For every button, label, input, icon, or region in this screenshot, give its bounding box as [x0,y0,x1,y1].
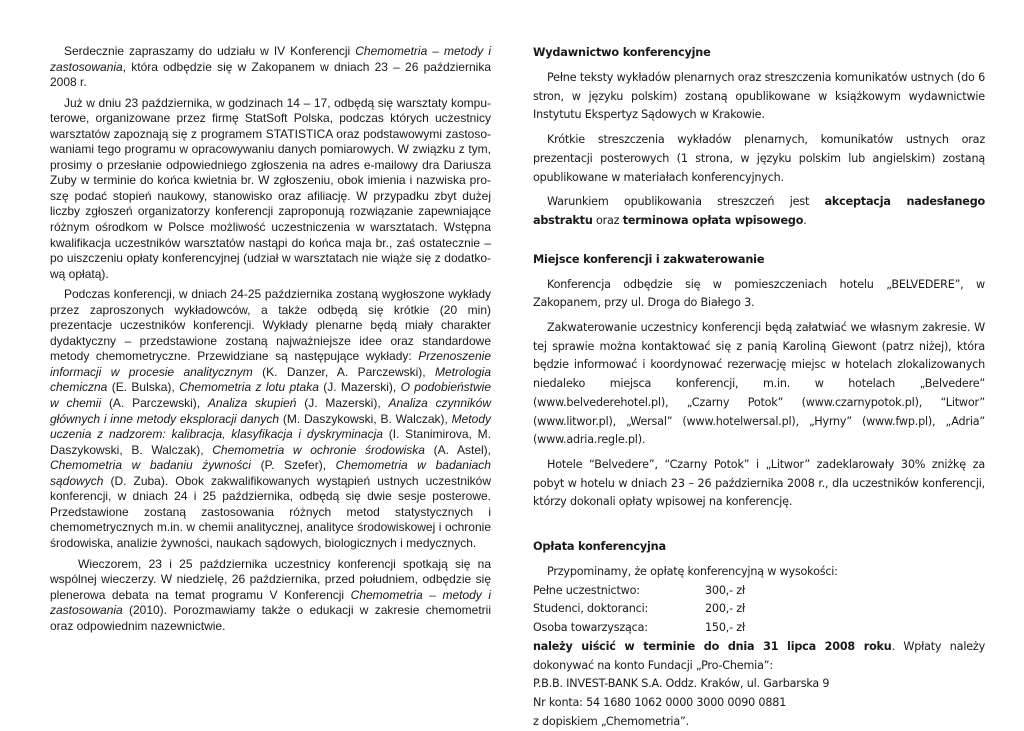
text-run: Krótkie streszczenia wykładów plenarnych, komunikatów ustnych oraz prezentacji posterowych (1 strona, w języku polskim lub angielskim) zostaną opublikowane w materiałach konferencyjnych. [533,133,985,184]
italic-text: Analiza czynników głównych i inne metody eksploracji danych [50,396,491,426]
fee-label: Studenci, doktoranci: [533,602,649,616]
text-run: Konferencja odbędzie się w pomieszczeniach hotelu „BELVEDERE”, w Zakopanem, przy ul. Droga do Białego 3. [533,277,985,310]
fee-value: 150,- zł [705,621,745,635]
text-run: Hotele “Belvedere”, “Czarny Potok” i „Litwor” zadeklarowały 30% zniżkę za pobyt w hotelu w dniach 23 – 26 października 2008 r., dla uczestników konferencji, którzy dokonali opłaty wpisowej na konferencję. [533,457,985,509]
italic-text: Chemometria – metody i zastosowania [50,44,491,74]
fee-label: Pełne uczestnictwo: [533,583,640,597]
text-run: (P. Szefer), [250,458,336,473]
paragraph-discount [533,456,985,512]
paragraph-invitation [50,44,491,91]
italic-text: Metrologia chemiczna [50,364,492,395]
text-run: , która odbędzie się w Zakopanem w dniach 23 – 26 października 2008 r. [50,59,491,90]
bank-note: z dopiskiem „Chemometria”. [533,714,689,728]
text-run: (2010). Porozmawiamy także o edukacji w zakresie chemometrii oraz odpowiednim nazewnictwie. [50,603,491,633]
text-run: (K. Danzer, A. Parczewski), [252,364,435,379]
paragraph-publications-condition [533,193,985,230]
text-run: . Wpłaty należy dokonywać na konto Fundacji „Pro-Chemia”: [533,639,985,672]
text-run: Serdecznie zapraszamy do udziału w IV Konferencji [64,44,356,58]
text-run: Zakwaterowanie uczestnicy konferencji będą załatwiać we własnym zakresie. W tej sprawie można kontaktować się z panią Karoliną Giewont (patrz niżej), która będzie informować i koordynować rezerwację miejsc w hotelach zlokalizowanych niedaleko miejsca konferencji, m.in. w hotelach „Belvedere” (www.belvederehotel.pl), „Czarny Potok” (www.czarnypotok.pl), “Litwor” (www.litwor.pl), „Wersal” (www.hotelwersal.pl), „Hyrny” (www.fwp.pl), „Adria” (www.adria.regle.pl). [533,321,985,447]
paragraph-publications-full [533,69,985,125]
italic-text: Chemometria w ochronie środowiska [212,442,425,457]
text-run: (A. Parczewski), [101,396,208,411]
fee-label: Osoba towarzysząca: [533,621,648,635]
text-run: (I. Stanimirova, M. Daszykowski, B. Walczak), [50,427,492,457]
fee-row [533,600,985,619]
text-run: (A. Astel), [424,442,491,457]
text-run: (J. Mazerski), [318,380,401,395]
bold-text: terminowa opłata wpisowego [622,213,804,227]
italic-text: Metody uczenia z nadzorem: kalibracja, klasyfikacja i dyskryminacja [50,411,491,442]
fee-row [533,619,985,638]
text-run: (E. Bulska), [107,380,180,395]
paragraph-venue-hotel [533,276,985,313]
text-run: . [803,213,807,227]
fee-list [533,582,985,638]
bank-account: Nr konta: 54 1680 1062 0000 3000 0090 0881 [533,695,787,709]
paragraph-fee-intro: Przypominamy, że opłatę konferencyjną w wysokości: [547,565,838,579]
text-run: Warunkiem opublikowania streszczeń jest [547,195,825,209]
paragraph-accommodation [533,319,985,450]
text-run: Podczas konferencji, w dniach 24-25 października zostaną wygłoszone wykłady przez zaproszonych wykładowców, a także odbędą się krótkie (20 min) prezentacje uczestników konferencji. Wykłady plenarne będą miały charakter dydaktyczny – przedstawione zostaną najważniejsze idee oraz standardowe metody chemometryczne. Przewidziane są następujące wykłady: [50,287,491,364]
paragraph-lectures [50,287,491,551]
italic-text: O podobieństwie w chemii [50,380,491,411]
text-run: Wieczorem, 23 i 25 października uczestnicy konferencji spotkają się na wspólnej wieczerzy. W niedzielę, 26 października, przed południem, odbędzie się plenerowa debata na temat programu V Konferencji [50,556,491,602]
text-run: oraz [592,213,623,227]
italic-text: Chemometria – metody i zastosowania [50,587,492,618]
right-column [533,44,985,731]
fee-value: 200,- zł [705,602,745,616]
paragraph-publications-abstracts [533,131,985,187]
paragraph-workshops [50,96,491,283]
paragraph-fee-deadline [533,638,985,675]
bank-name: P.B.B. INVEST-BANK S.A. Oddz. Kraków, ul. Garbarska 9 [533,677,830,691]
bold-text: akceptacja nadesłanego abstraktu [533,195,985,227]
italic-text: Chemometria z lotu ptaka [179,380,319,395]
heading-venue: Miejsce konferencji i zakwaterowanie [533,252,765,266]
left-column [50,44,491,639]
italic-text: Przenoszenie informacji w procesie analitycznym [50,349,491,379]
text-run: Już w dniu 23 października, w godzinach 14 – 17, odbędą się warsztaty komputerowe, organizowane przez firmę StatSoft Polska, podczas których uczestnicy warsztatów zapoznają się z programem STATISTICA oraz podstawowymi zastosowaniami tego programu w opracowywaniu danych pomiarowych. W związku z tym, prosimy o przesłanie odpowiedniego zgłoszenia na adres e-mailowy dra Dariusza Zuby w terminie do końca kwietnia br. W zgłoszeniu, obok imienia i nazwiska proszę podać stopień naukowy, stanowisko oraz afiliację. W przypadku zbyt dużej liczby zgłoszeń organizatorzy konferencji zaproponują rozwiązanie zapewniające różnym ośrodkom w Polsce możliwość uczestniczenia w warsztatach. Wstępna kwalifikacja uczestników warsztatów nastąpi do końca maja br., zaś ostatecznie – po uiszczeniu opłaty konferencyjnej (udział w warsztatach nie wiąże się z dodatkową opłatą). [50,95,491,281]
text-run: Pełne teksty wykładów plenarnych oraz streszczenia komunikatów ustnych (do 6 stron, w języku polskim) zostaną opublikowane w książkowym wydawnictwie Instytutu Ekspertyz Sądowych w Krakowie. [533,71,985,122]
text-run: (D. Zuba). Obok zakwalifikowanych wystąpień ustnych uczestników konferencji, w dniach 24 i 25 października, odbędą się dwie sesje posterowe. Przedstawione zostaną zastosowania różnych metod statystycznych i chemometrycznych m.in. w chemii analitycznej, analityce środowiskowej i ochronie środowiska, analizie żywności, naukach sądowych, biologicznych i medycznych. [50,473,491,550]
fee-row [533,582,985,601]
fee-value: 300,- zł [705,583,745,597]
text-run: (J. Mazerski), [296,396,389,411]
italic-text: Chemometria w badaniach sądowych [50,458,491,488]
bold-text: należy uiścić w terminie do dnia 31 lipca 2008 roku [533,639,892,653]
heading-fee: Opłata konferencyjna [533,540,666,554]
text-run: (M. Daszykowski, B. Walczak), [279,411,452,426]
paragraph-evening [50,557,491,635]
heading-publications: Wydawnictwo konferencyjne [533,46,711,59]
italic-text: Analiza skupień [207,396,297,411]
italic-text: Chemometria w badaniu żywności [50,458,251,473]
